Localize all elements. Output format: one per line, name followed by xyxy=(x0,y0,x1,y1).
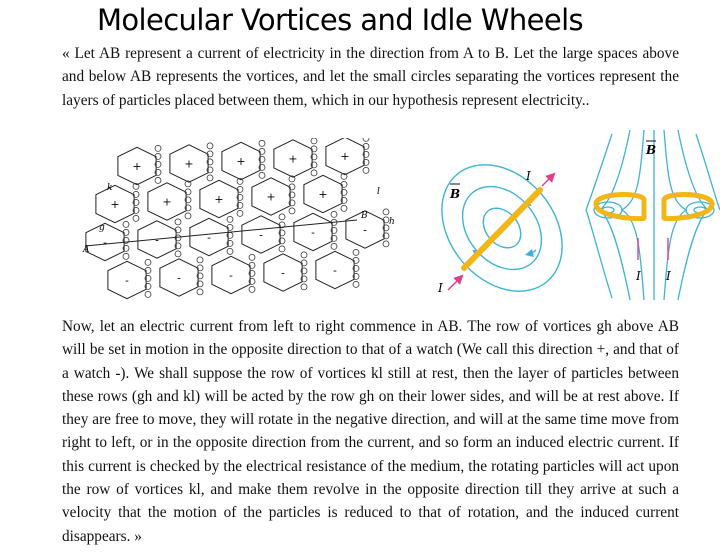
idle-wheel-particle xyxy=(301,252,307,258)
current-loop-diagram xyxy=(432,140,570,310)
vortex-sign: + xyxy=(214,193,224,206)
idle-wheel-particle xyxy=(249,286,255,292)
vortex-sign: - xyxy=(207,231,211,244)
vortex-sign: - xyxy=(363,223,367,237)
field-label-b: B xyxy=(646,143,657,157)
vortex-sign: - xyxy=(103,236,107,249)
vortex-sign: - xyxy=(281,266,285,280)
vortex-sign: - xyxy=(229,269,233,282)
vortex-sign: - xyxy=(177,271,181,285)
idle-wheel-particle xyxy=(185,213,191,219)
vortex-sign: + xyxy=(184,157,194,171)
idle-wheel-particle xyxy=(363,138,369,141)
idle-wheel-particle xyxy=(279,214,285,220)
conductor-wire xyxy=(464,190,540,268)
current-arrow-in xyxy=(448,278,460,290)
current-label-left: I xyxy=(636,269,641,283)
vortex-sign: - xyxy=(259,228,263,242)
idle-wheel-particle xyxy=(383,209,389,215)
idle-wheel-particle xyxy=(311,170,317,176)
idle-wheel-particle xyxy=(145,259,151,265)
vortex-sign: + xyxy=(162,195,172,209)
idle-wheel-particle xyxy=(259,140,265,146)
label-g: g xyxy=(99,223,105,233)
idle-wheel-particle xyxy=(301,284,307,290)
idle-wheel-particle xyxy=(259,172,265,178)
idle-wheel-particle xyxy=(331,211,337,217)
vortex-sign: - xyxy=(311,226,315,239)
idle-wheel-particle xyxy=(353,281,359,287)
dipole-field-diagram xyxy=(582,120,720,305)
idle-wheel-particle xyxy=(155,145,161,151)
idle-wheel-particle xyxy=(207,175,213,181)
idle-wheel-particle xyxy=(227,248,233,254)
hexagon-vortex-diagram xyxy=(77,138,429,313)
label-a: A xyxy=(83,245,90,255)
label-k: k xyxy=(107,183,113,193)
idle-wheel-particle xyxy=(175,251,181,257)
idle-wheel-particle xyxy=(311,138,317,144)
idle-wheel-particle xyxy=(175,219,181,225)
idle-wheel-particle xyxy=(363,167,369,173)
vortex-sign: + xyxy=(318,188,328,201)
vortex-sign: + xyxy=(340,150,350,163)
page-title: Molecular Vortices and Idle Wheels xyxy=(96,3,584,37)
field-label-b: B xyxy=(450,187,461,201)
vortex-sign: - xyxy=(333,264,337,277)
idle-wheel-particle xyxy=(133,215,139,221)
label-l: l xyxy=(377,187,380,197)
idle-wheel-particle xyxy=(123,221,129,227)
vortex-sign: - xyxy=(125,274,129,287)
idle-wheel-particle xyxy=(353,249,359,255)
idle-wheel-particle xyxy=(197,289,203,295)
quote-paragraph-1: « Let AB represent a current of electricity in the direction from A to B. Let the large spaces above and below AB represents the vortices, and let the small circles separating the vortices represent the layers of particles placed between them, which in our hypothesis represent electricity.. xyxy=(62,45,679,109)
idle-wheel-particle xyxy=(279,246,285,252)
quote-paragraph-2: Now, let an electric current from left to right commence in AB. The row of vortices gh above AB will be set in motion in the opposite direction to that of a watch (We call this direction +, and that of a watch -). We shall suppose the row of vortices kl still at rest, then the layer of particles between these rows (gh and kl) will be acted by the row gh on their lower sides, and will be at rest above. If they are free to move, they will rotate in the negative direction, and will at the same time move from right to left, or in the opposite direction from the current, and so form an induced electric current. If this current is checked by the electrical resistance of the medium, the rotating particles will act upon the row of vortices kl, and make them revolve in the opposite direction till they arrive at such a velocity that the motion of the particles is reduced to that of rotation, and the induced current disappears. » xyxy=(62,318,679,545)
idle-wheel-particle xyxy=(155,177,161,183)
current-label-bottom: I xyxy=(438,281,443,295)
idle-wheel-particle xyxy=(289,208,295,214)
vortex-sign: + xyxy=(266,190,276,204)
idle-wheel-particle xyxy=(383,241,389,247)
idle-wheel-particle xyxy=(145,291,151,297)
current-label-right: I xyxy=(666,269,671,283)
idle-wheel-particle xyxy=(197,257,203,263)
idle-wheel-particle xyxy=(249,254,255,260)
idle-wheel-particle xyxy=(237,210,243,216)
current-label-top: I xyxy=(526,169,531,183)
idle-wheel-particle xyxy=(207,143,213,149)
idle-wheel-particle xyxy=(123,253,129,259)
vortex-sign: - xyxy=(155,233,159,247)
vortex-sign: + xyxy=(288,152,298,166)
idle-wheel-particle xyxy=(227,216,233,222)
label-b: B xyxy=(361,211,368,221)
vortex-sign: + xyxy=(236,155,246,168)
idle-wheel-particle xyxy=(341,205,347,211)
current-arrow-out xyxy=(542,176,552,186)
label-h: h xyxy=(389,217,395,227)
idle-wheel-particle xyxy=(331,243,337,249)
vortex-sign: + xyxy=(132,160,142,173)
vortex-sign: + xyxy=(110,198,120,211)
